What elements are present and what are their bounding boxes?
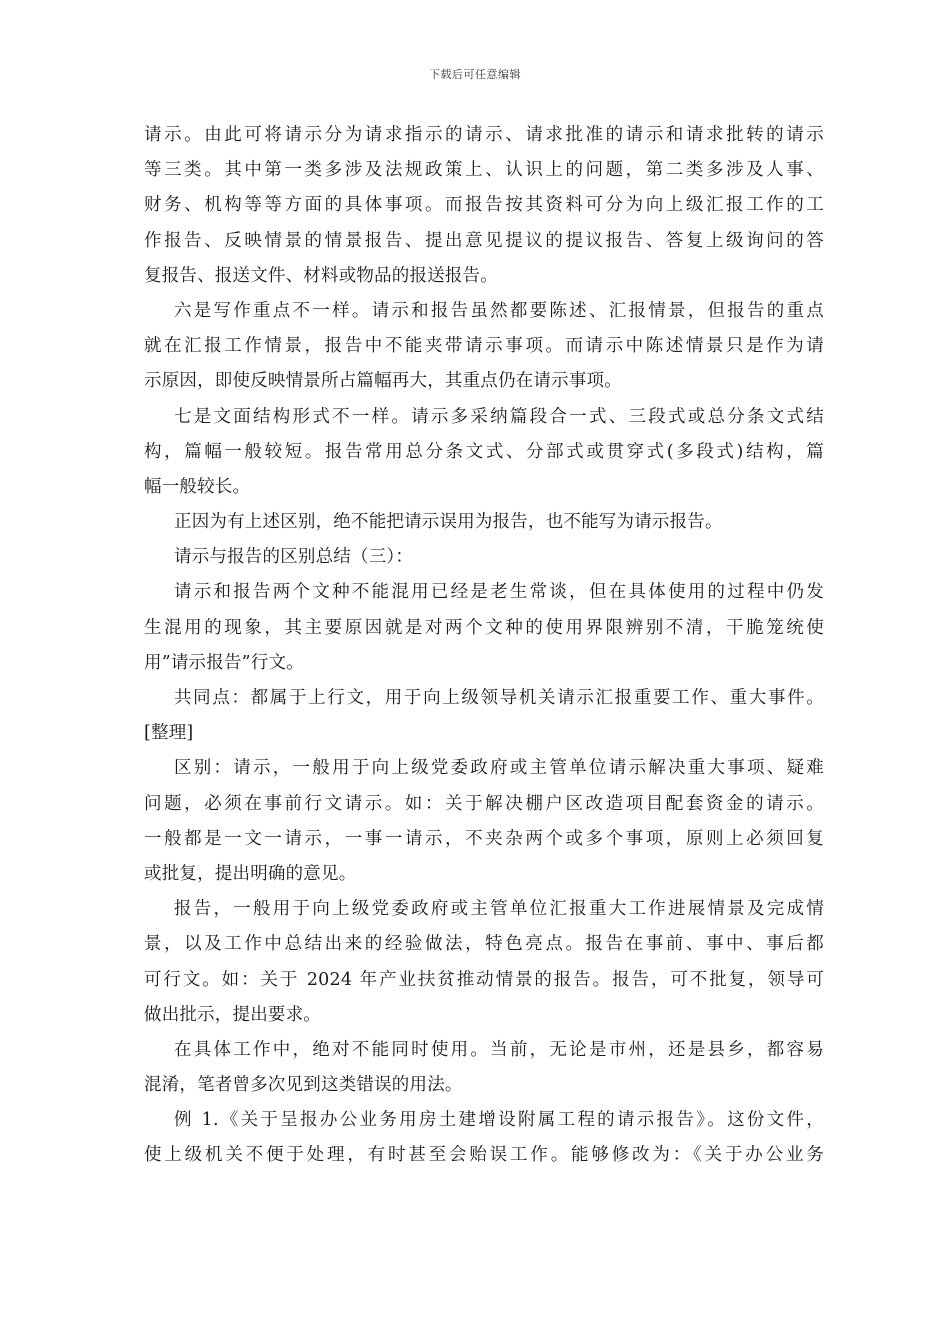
text-line: 正因为有上述区别，绝不能把请示误用为报告，也不能写为请示报告。	[174, 512, 723, 533]
text-line: 作报告、反映情景的情景报告、提出意见提议的提议报告、答复上级询问的答	[144, 230, 824, 251]
text-line: [整理]	[144, 723, 194, 744]
text-line: 例 1.《关于呈报办公业务用房土建增设附属工程的请示报告》。这份文件，	[174, 1110, 824, 1131]
text-line: 混淆，笔者曾多次见到这类错误的用法。	[144, 1075, 463, 1096]
text-line: 就在汇报工作情景，报告中不能夹带请示事项。而请示中陈述情景只是作为请	[144, 336, 824, 357]
text-line: 报告，一般用于向上级党委政府或主管单位汇报重大工作进展情景及完成情	[174, 899, 824, 920]
text-line: 七是文面结构形式不一样。请示多采纳篇段合一式、三段式或总分条文式结	[174, 406, 824, 427]
text-line: 构，篇幅一般较短。报告常用总分条文式、分部式或贯穿式(多段式)结构，篇	[144, 441, 824, 462]
text-line: 区别：请示，一般用于向上级党委政府或主管单位请示解决重大事项、疑难	[174, 758, 824, 779]
text-line: 在具体工作中，绝对不能同时使用。当前，无论是市州，还是县乡，都容易	[174, 1039, 824, 1060]
text-line: 六是写作重点不一样。请示和报告虽然都要陈述、汇报情景，但报告的重点	[174, 300, 824, 321]
text-line: 一般都是一文一请示，一事一请示，不夹杂两个或多个事项，原则上必须回复	[144, 828, 824, 849]
text-line: 示原因，即使反映情景所占篇幅再大，其重点仍在请示事项。	[144, 371, 622, 392]
page-header: 下载后可任意编辑	[429, 68, 521, 81]
text-line: 财务、机构等等方面的具体事项。而报告按其资料可分为向上级汇报工作的工	[144, 195, 824, 216]
document-body	[144, 118, 824, 1174]
text-line: 等三类。其中第一类多涉及法规政策上、认识上的问题，第二类多涉及人事、	[144, 160, 824, 181]
text-line: 景，以及工作中总结出来的经验做法，特色亮点。报告在事前、事中、事后都	[144, 934, 824, 955]
text-line: 可行文。如：关于 2024 年产业扶贫推动情景的报告。报告，可不批复，领导可	[144, 969, 824, 990]
text-line: 用”请示报告”行文。	[144, 652, 304, 673]
text-line: 请示与报告的区别总结（三）：	[174, 547, 414, 568]
text-line: 复报告、报送文件、材料或物品的报送报告。	[144, 265, 498, 286]
text-line: 问题，必须在事前行文请示。如：关于解决棚户区改造项目配套资金的请示。	[144, 793, 824, 814]
text-line: 共同点：都属于上行文，用于向上级领导机关请示汇报重要工作、重大事件。	[174, 688, 824, 708]
text-line: 做出批示，提出要求。	[144, 1004, 321, 1025]
text-line: 请示和报告两个文种不能混用已经是老生常谈，但在具体使用的过程中仍发	[174, 582, 824, 603]
text-line: 或批复，提出明确的意见。	[144, 863, 357, 884]
text-line: 请示。由此可将请示分为请求指示的请示、请求批准的请示和请求批转的请示	[144, 125, 824, 145]
text-line: 生混用的现象，其主要原因就是对两个文种的使用界限辨别不清，干脆笼统使	[144, 617, 824, 638]
text-line: 幅一般较长。	[144, 476, 251, 497]
text-line: 使上级机关不便于处理，有时甚至会贻误工作。能够修改为：《关于办公业务	[144, 1145, 824, 1166]
